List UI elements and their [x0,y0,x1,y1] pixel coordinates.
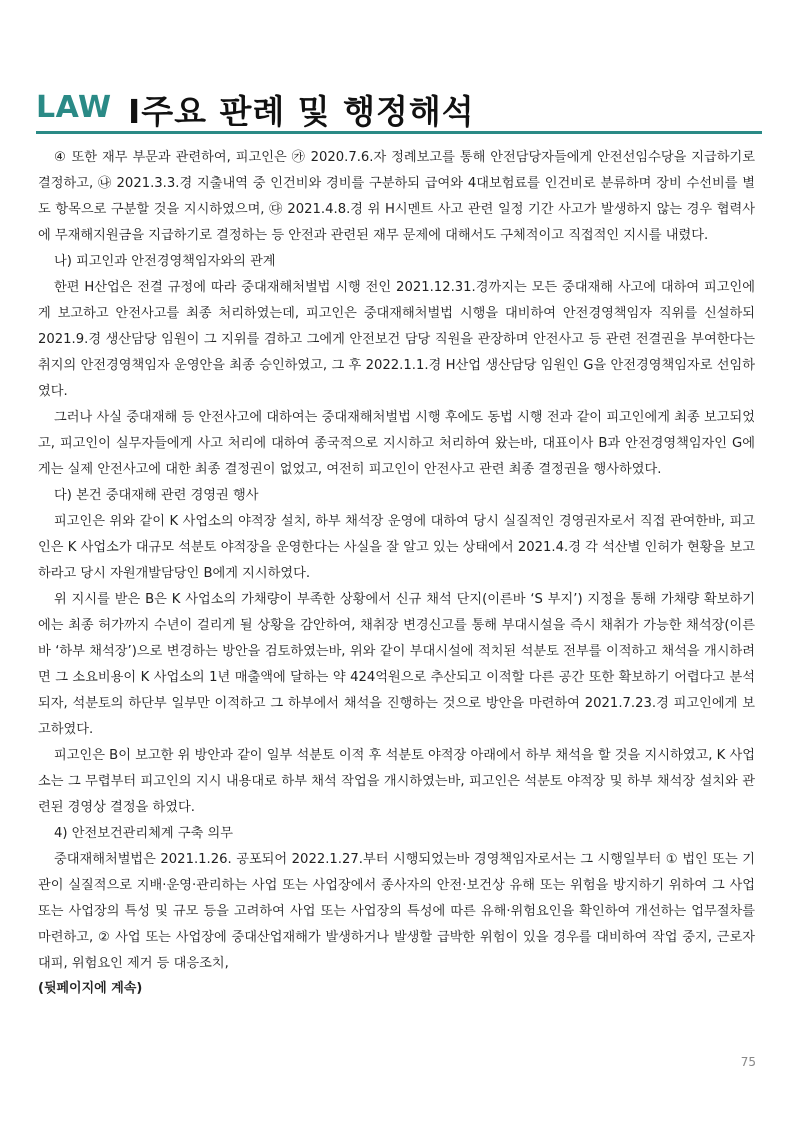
paragraph: 중대재해처벌법은 2021.1.26. 공포되어 2022.1.27.부터 시행되었는바 경영책임자로서는 그 시행일부터 ① 법인 또는 기관이 실질적으로 지배·운영·관리하는 사업 또는 사업장에서 종사자의 안전·보건상 유해 또는 위험을 방지하기 위하여 그 사업 또는 사업장의 특성 및 규모 등을 고려하여 사업 또는 사업장의 특성에 따른 유해·위험요인을 확인하여 개선하는 업무절차를 마련하고, ② 사업 또는 사업장에 중대산업재해가 발생하거나 발생할 급박한 위험이 있을 경우를 대비하여 작업 중지, 근로자 대피, 위험요인 제거 등 대응조치, [38,852,755,971]
continued-note: (뒷페이지에 계속) [38,981,143,996]
section-brand: LAW [36,90,112,125]
page-number: 75 [740,1055,756,1069]
paragraph: 한편 H산업은 전결 규정에 따라 중대재해처벌법 시행 전인 2021.12.31.경까지는 모든 중대재해 사고에 대하여 피고인에게 보고하고 안전사고를 최종 처리하였는데, 피고인은 중대재해처벌법 시행을 대비하여 안전경영책임자 직위를 신설하되 2021.9.경 생산담당 임원이 그 지위를 겸하고 그에게 안전보건 담당 직원을 관장하며 안전사고 등 관련 전결권을 부여한다는 취지의 안전경영책임자 운영안을 최종 승인하였고, 그 후 2022.1.1.경 H산업 생산담당 임원인 G을 안전경영책임자로 선임하였다. [38,280,755,399]
subsection-heading: 4) 안전보건관리체계 구축 의무 [54,826,233,841]
subsection-heading: 나) 피고인과 안전경영책임자와의 관계 [54,254,276,269]
paragraph: 피고인은 B이 보고한 위 방안과 같이 일부 석분토 이적 후 석분토 야적장 아래에서 하부 채석을 할 것을 지시하였고, K 사업소는 그 무렵부터 피고인의 지시 내용대로 하부 채석 작업을 개시하였는바, 피고인은 석분토 야적장 및 하부 채석장 설치와 관련된 경영상 결정을 하였다. [38,748,755,815]
header-divider [36,131,762,134]
paragraph: 피고인은 위와 같이 K 사업소의 야적장 설치, 하부 채석장 운영에 대하여 당시 실질적인 경영권자로서 직접 관여한바, 피고인은 K 사업소가 대규모 석분토 야적장을 운영한다는 사실을 잘 알고 있는 상태에서 2021.4.경 각 석산별 인허가 현황을 보고하라고 당시 자원개발담당인 B에게 지시하였다. [38,514,755,581]
subsection-heading: 다) 본건 중대재해 관련 경영권 행사 [54,488,259,503]
page-header [36,84,762,134]
paragraph: 위 지시를 받은 B은 K 사업소의 가채량이 부족한 상황에서 신규 채석 단지(이른바 ‘S 부지’) 지정을 통해 가채량 확보하기에는 최종 허가까지 수년이 걸리게 될 상황을 감안하여, 채취장 변경신고를 통해 부대시설을 즉시 채취가 가능한 채석장(이른바 ‘하부 채석장’)으로 변경하는 방안을 검토하였는바, 위와 같이 부대시설에 적치된 석분토 전부를 이적하고 채석을 개시하려면 그 소요비용이 K 사업소의 1년 매출액에 달하는 약 424억원으로 추산되고 이적할 다른 공간 또한 확보하기 어렵다고 분석되자, 석분토의 하단부 일부만 이적하고 그 하부에서 채석을 진행하는 것으로 방안을 마련하여 2021.7.23.경 피고인에게 보고하였다. [38,592,755,737]
paragraph: ④ 또한 재무 부문과 관련하여, 피고인은 ㉮ 2020.7.6.자 정례보고를 통해 안전담당자들에게 안전선임수당을 지급하기로 결정하고, ㉯ 2021.3.3.경 지출내역 중 인건비와 경비를 구분하되 급여와 4대보험료를 인건비로 분류하며 장비 수선비를 별도 항목으로 구분할 것을 지시하였으며, ㉰ 2021.4.8.경 위 H시멘트 사고 관련 일정 기간 사고가 발생하지 않는 경우 협력사에 무재해지원금을 지급하기로 결정하는 등 안전과 관련된 재무 문제에 대해서도 구체적이고 직접적인 지시를 내렸다. [38,150,755,243]
article-body [38,145,755,999]
paragraph: 그러나 사실 중대재해 등 안전사고에 대하여는 중대재해처벌법 시행 후에도 동법 시행 전과 같이 피고인에게 최종 보고되었고, 피고인이 실무자들에게 사고 처리에 대하여 종국적으로 지시하고 처리하여 왔는바, 대표이사 B과 안전경영책임자인 G에게는 실제 안전사고에 대한 최종 결정권이 없었고, 여전히 피고인이 안전사고 관련 최종 결정권을 행사하였다. [38,410,755,477]
section-title: Ⅰ주요 판례 및 행정해석 [128,92,475,131]
